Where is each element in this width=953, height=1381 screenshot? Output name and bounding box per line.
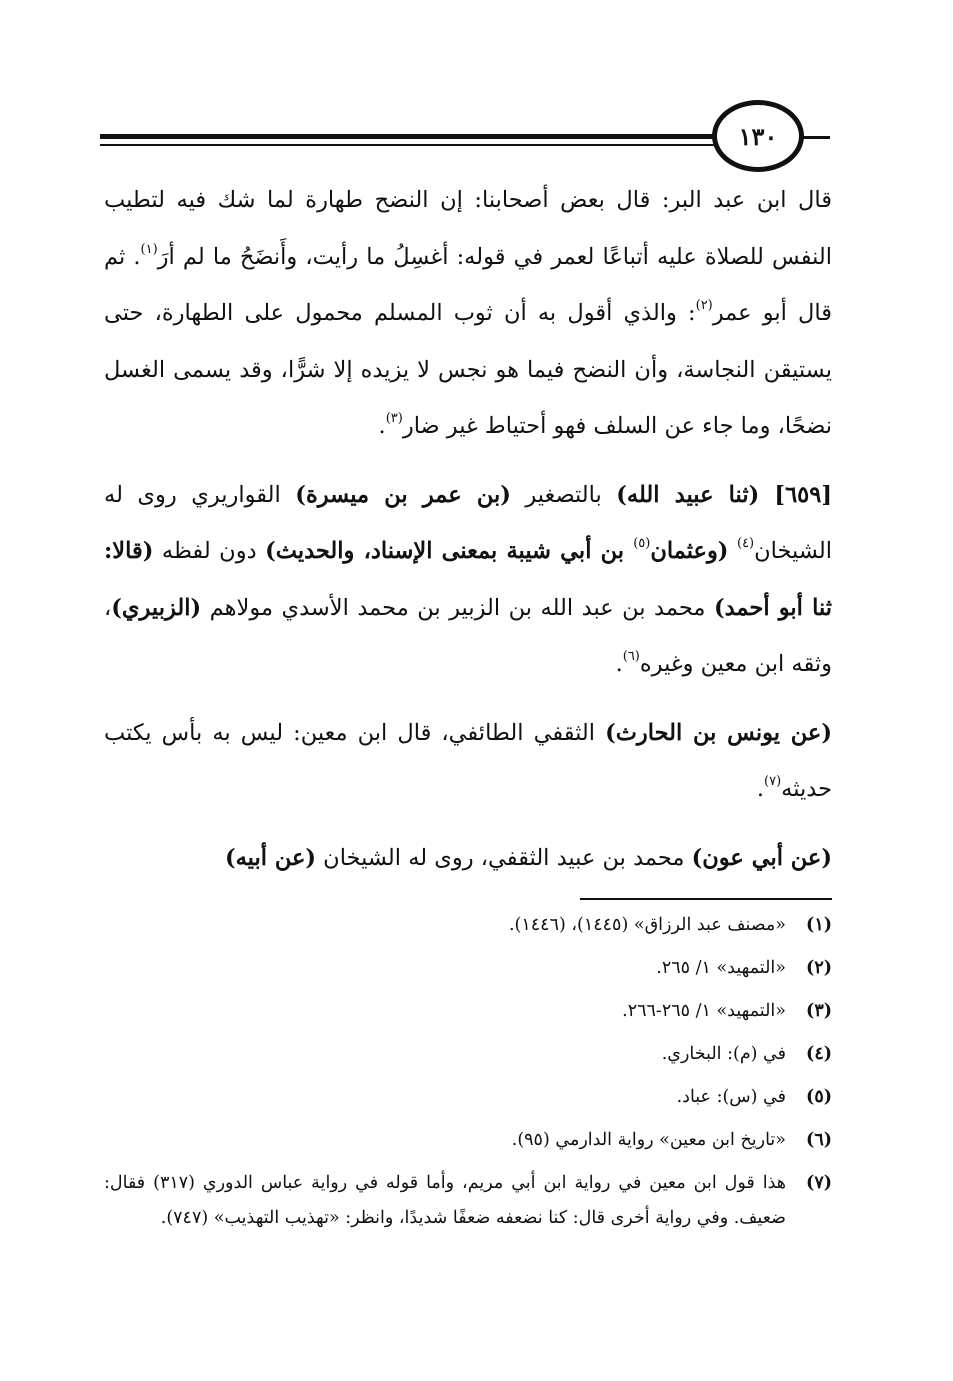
footnote	[104, 1037, 832, 1072]
footnote-number: (٢)	[806, 958, 832, 978]
footnotes	[104, 908, 832, 1244]
p1-text-b: . ثم قال أبو عمر	[104, 243, 833, 326]
p2-text-2: القواريري روى له الشيخان	[104, 481, 832, 564]
paragraph-3	[104, 705, 832, 818]
p2-end: .	[615, 651, 623, 677]
p2-bold-4: بن أبي شيبة بمعنى الإسناد، والحديث)	[265, 538, 634, 564]
header-rule-tail	[800, 136, 830, 139]
p1-end: .	[378, 413, 386, 439]
p2-text-5: محمد بن عبد الله بن الزبير بن محمد الأسدي مولاهم	[201, 594, 714, 621]
p2-bold-2: (بن عمر بن ميسرة)	[295, 481, 511, 508]
footnote-number: (٤)	[806, 1044, 832, 1064]
footnote-number: (١)	[806, 915, 832, 935]
footnote	[104, 951, 832, 986]
p2-bold-1: [٦٥٩] (ثنا عبيد الله)	[616, 481, 832, 508]
paragraph-1	[104, 172, 832, 455]
footnote-text: في (س): عباد.	[676, 1087, 786, 1107]
header-rule-thin	[100, 144, 722, 146]
header-rule-thick	[100, 134, 722, 139]
footnote	[104, 908, 832, 943]
footnote-text: «تاريخ ابن معين» رواية الدارمي (٩٥).	[511, 1130, 786, 1150]
p2-text-3	[728, 538, 737, 564]
p3-end: .	[756, 776, 765, 802]
footnote	[104, 1123, 832, 1158]
footnote-number: (٣)	[806, 1001, 832, 1021]
footnote-text: «التمهيد» ١/ ٢٦٥.	[656, 958, 786, 978]
footnote-number: (٥)	[806, 1087, 832, 1107]
p1-text-a: قال ابن عبد البر: قال بعض أصحابنا: إن النضح طهارة لما شك فيه لتطيب النفس للصلاة عليه أتباعًا لعمر في قوله: أغسِلُ ما رأيت، وأَنضَحُ ما لم أرَ	[104, 187, 832, 270]
footnote-number: (٦)	[806, 1130, 832, 1150]
p4-bold-1: (عن أبي عون)	[691, 844, 832, 871]
footnote	[104, 1080, 832, 1115]
footnote-ref-1[interactable]: (١)	[140, 241, 158, 257]
footnote-ref-4[interactable]: (٤)	[736, 536, 755, 551]
p2-text-1: بالتصغير	[510, 481, 617, 508]
p4-bold-2: (عن أبيه)	[224, 844, 317, 871]
p4-text-1: محمد بن عبيد الثقفي، روى له الشيخان	[316, 844, 692, 871]
footnote-ref-7[interactable]: (٧)	[764, 774, 782, 789]
p2-text-4: دون لفظه	[153, 538, 266, 564]
footnote-separator	[580, 898, 832, 900]
p1-text-c: : والذي أقول به أن ثوب المسلم محمول على الطهارة، حتى يستيقن النجاسة، وأن النضح فيما هو نجس لا يزيده إلا شرًّا، وقد يسمى الغسل نضحًا، وما جاء عن السلف فهو أحتياط غير ضار	[104, 300, 832, 439]
page-header	[100, 96, 830, 176]
footnote-text: «مصنف عبد الرزاق» (١٤٤٥)، (١٤٤٦).	[508, 915, 786, 935]
footnote-text: «التمهيد» ١/ ٢٦٥-٢٦٦.	[622, 1001, 786, 1021]
footnote-text: هذا قول ابن معين في رواية ابن أبي مريم، وأما قوله في رواية عباس الدوري (٣١٧) فقال: ضعيف. وفي رواية أخرى قال: كنا نضعفه ضعفًا شديدًا، وانظر: «تهذيب التهذيب» (٧٤٧).	[104, 1173, 786, 1228]
footnote-text: في (م): البخاري.	[661, 1044, 786, 1064]
paragraph-4	[104, 830, 832, 887]
p3-bold-1: (عن يونس بن الحارث)	[605, 719, 832, 746]
p2-bold-5: (قالا: ثنا أبو أحمد)	[104, 538, 833, 621]
main-text	[104, 172, 832, 886]
footnote	[104, 1166, 832, 1236]
p2-text-6: ، وثقه ابن معين وغيره	[104, 594, 832, 677]
paragraph-2	[104, 467, 832, 693]
p2-bold-6: (الزبيري)	[111, 594, 202, 621]
page-number: ١٣٠	[712, 100, 804, 172]
p2-bold-3: (وعثمان	[650, 538, 729, 564]
footnote-ref-6[interactable]: (٦)	[622, 649, 640, 664]
footnote	[104, 994, 832, 1029]
p3-text-1: الثقفي الطائفي، قال ابن معين: ليس به بأس يكتب حديثه	[104, 719, 832, 802]
footnote-number: (٧)	[806, 1173, 832, 1193]
footnote-ref-5[interactable]: (٥)	[633, 536, 651, 551]
footnote-ref-2[interactable]: (٢)	[695, 298, 713, 313]
footnote-ref-3[interactable]: (٣)	[385, 411, 403, 426]
